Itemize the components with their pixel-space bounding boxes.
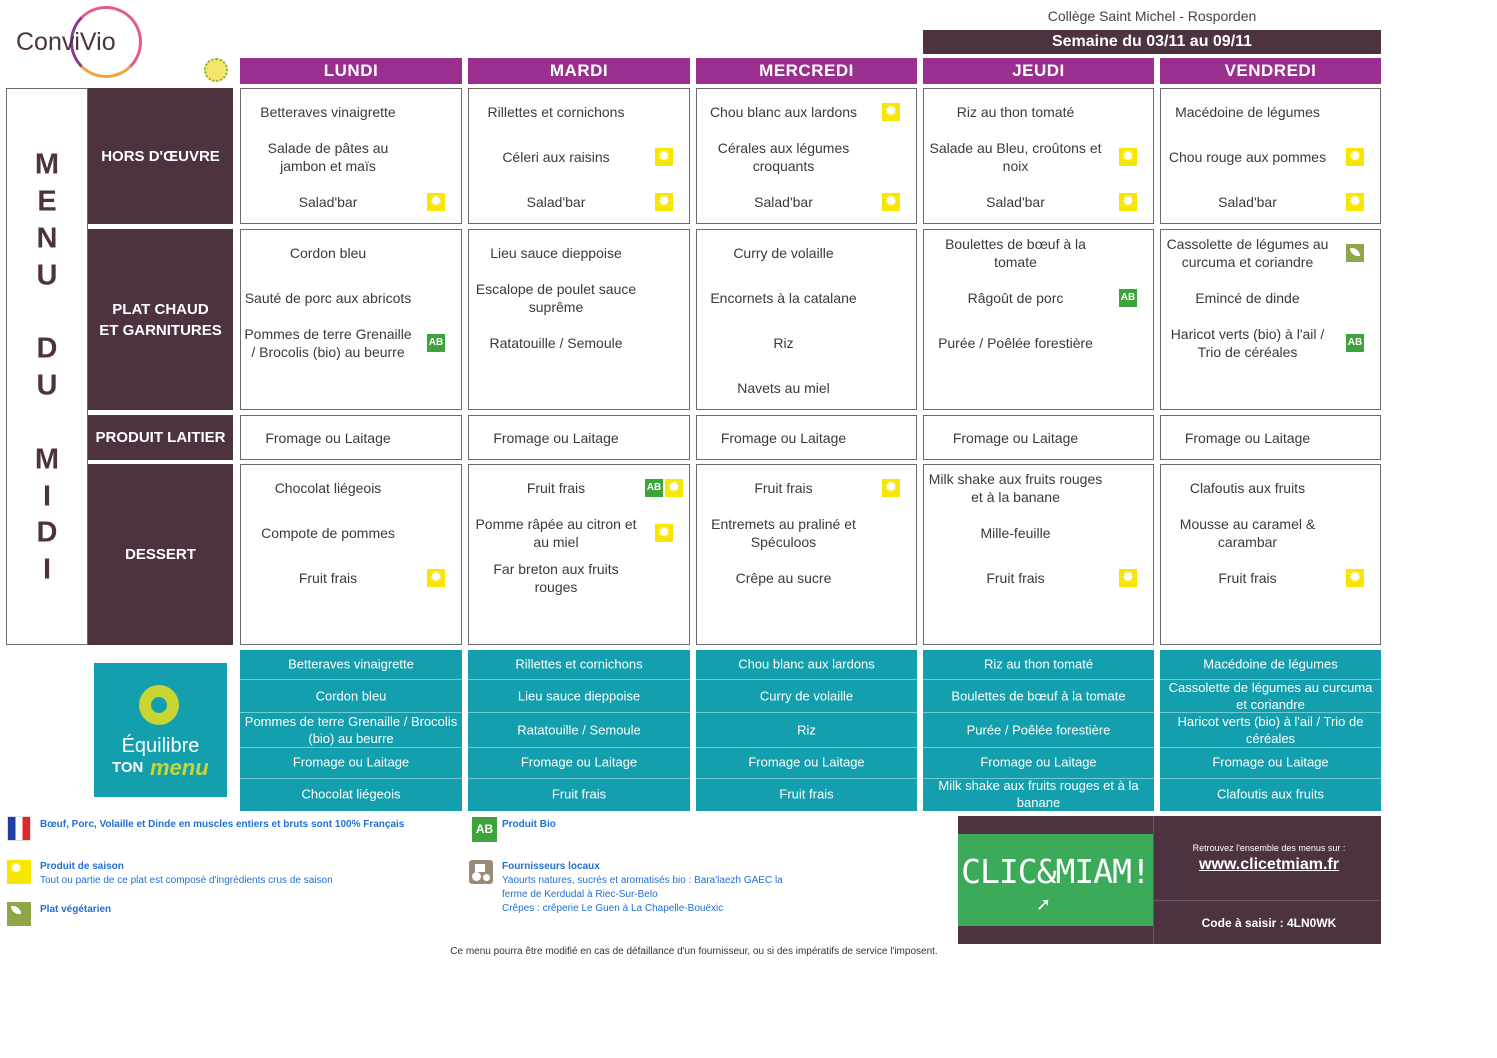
menu-cell-dessert (240, 464, 462, 645)
menu-item: Salad'bar (986, 194, 1045, 210)
equilibre-ton-menu-logo (94, 663, 227, 797)
menu-letter: M (34, 148, 60, 181)
menu-cell-laitier (468, 415, 690, 460)
menu-item: Fruit frais (1218, 570, 1277, 586)
legend-fournisseurs-line3: Crêpes : crêperie Le Guen à La Chapelle-Bouëxic (502, 903, 724, 914)
menu-cell-laitier (1160, 415, 1381, 460)
organic-ab-icon: AB (427, 334, 445, 352)
menu-item: Rillettes et cornichons (487, 104, 625, 120)
clicetmiam-hdivider (1153, 900, 1381, 901)
menu-letter: D (36, 516, 58, 549)
menu-cell-plat (240, 229, 462, 410)
equilibre-item: Clafoutis aux fruits (1217, 786, 1324, 802)
equilibre-item: Fromage ou Laitage (980, 754, 1097, 770)
menu-cell-hors (923, 88, 1154, 224)
menu-item: Emincé de dinde (1195, 290, 1300, 306)
equilibre-separator (468, 679, 690, 680)
menu-item: Fromage ou Laitage (1184, 430, 1311, 446)
menu-item: Encornets à la catalane (710, 290, 857, 306)
equilibre-column (468, 650, 690, 811)
day-header-mercredi: MERCREDI (696, 58, 917, 84)
ton-text: TON (112, 759, 144, 776)
menu-item: Purée / Poêlée forestière (938, 335, 1093, 351)
equilibre-item: Cassolette de légumes au curcuma et coriandre (1168, 680, 1373, 712)
equilibre-item: Rillettes et cornichons (515, 656, 643, 672)
menu-item: Salad'bar (298, 194, 358, 210)
clicetmiam-logo-text: CLIC&MIAM! (961, 852, 1150, 891)
equilibre-item: Purée / Poêlée forestière (966, 722, 1111, 738)
menu-item: Salad'bar (526, 194, 586, 210)
category-plat-chaud: PLAT CHAUD ET GARNITURES (88, 229, 233, 410)
cursor-icon: ➚ (1036, 894, 1052, 914)
clicetmiam-url-link[interactable]: www.clicetmiam.fr (1199, 856, 1339, 873)
organic-ab-icon: AB (472, 817, 497, 842)
equilibre-item: Riz (797, 722, 816, 738)
equilibre-text: Équilibre (121, 735, 200, 757)
season-sun-icon (665, 479, 683, 497)
clicetmiam-logo (958, 834, 1153, 926)
menu-item: Navets au miel (737, 380, 830, 396)
menu-cell-laitier (696, 415, 917, 460)
menu-item: Fromage ou Laitage (952, 430, 1079, 446)
season-sun-icon (1346, 193, 1364, 211)
equilibre-separator (468, 747, 690, 748)
menu-item: Macédoine de légumes (1175, 104, 1320, 120)
equilibre-item: Fromage ou Laitage (520, 754, 638, 770)
equilibre-item: Curry de volaille (759, 688, 854, 704)
french-flag-icon (7, 816, 31, 841)
equilibre-column (240, 650, 462, 811)
menu-item: Fruit frais (298, 570, 358, 586)
menu-item: Ratatouille / Semoule (489, 335, 623, 351)
equilibre-item: Cordon bleu (315, 688, 387, 704)
day-header-lundi: LUNDI (240, 58, 462, 84)
equilibre-separator (240, 778, 462, 779)
menu-item: Fruit frais (986, 570, 1045, 586)
menu-item: Cérales aux légumes croquants (717, 140, 850, 174)
logo-text: ConviVio (16, 28, 116, 56)
menu-item: Pommes de terre Grenaille / Brocolis (bio) au beurre (244, 326, 412, 360)
menu-letter: U (36, 259, 58, 292)
menu-item: Crêpe au sucre (735, 570, 832, 586)
legend-vegetarien: Plat végétarien (40, 904, 112, 915)
menu-item: Salade au Bleu, croûtons et noix (929, 140, 1102, 174)
menu-cell-plat (468, 229, 690, 410)
equilibre-separator (696, 778, 917, 779)
equilibre-emblem-icon (139, 685, 179, 725)
equilibre-separator (1160, 778, 1381, 779)
equilibre-separator (696, 712, 917, 713)
equilibre-column (923, 650, 1154, 811)
menu-cell-plat (696, 229, 917, 410)
menu-cell-laitier (923, 415, 1154, 460)
legend-fournisseurs-title: Fournisseurs locaux (502, 861, 600, 872)
school-name: Collège Saint Michel - Rosporden (1047, 8, 1257, 24)
menu-item: Riz au thon tomaté (956, 104, 1075, 120)
vegetarian-leaf-icon (7, 902, 31, 926)
menu-item: Fruit frais (754, 480, 813, 496)
category-hors-doeuvre: HORS D'ŒUVRE (88, 88, 233, 224)
menu-item: Entremets au praliné et Spéculoos (711, 516, 856, 550)
season-sun-icon (427, 569, 445, 587)
menu-item: Lieu sauce dieppoise (490, 245, 622, 261)
menu-item: Râgoût de porc (967, 290, 1064, 306)
menu-item: Mousse au caramel & carambar (1179, 516, 1316, 550)
category-dessert: DESSERT (88, 464, 233, 645)
equilibre-separator (1160, 747, 1381, 748)
equilibre-separator (240, 679, 462, 680)
menu-letter: I (42, 480, 52, 513)
season-sun-icon (882, 479, 900, 497)
menu-cell-hors (240, 88, 462, 224)
legend-fournisseurs-line2: ferme de Kerdudal à Riec-Sur-Belo (502, 889, 658, 900)
menu-cell-dessert (923, 464, 1154, 645)
equilibre-item: Lieu sauce dieppoise (517, 688, 641, 704)
menu-cell-dessert (1160, 464, 1381, 645)
equilibre-item: Chou blanc aux lardons (738, 656, 875, 672)
season-sun-icon (882, 103, 900, 121)
convivio-logo (12, 6, 138, 78)
menu-item: Fromage ou Laitage (265, 430, 391, 446)
equilibre-item: Macédoine de légumes (1203, 656, 1338, 672)
season-sun-icon (427, 193, 445, 211)
menu-item: Haricot verts (bio) à l'ail / Trio de céréales (1170, 326, 1325, 360)
local-supplier-tractor-icon (469, 860, 493, 884)
equilibre-item: Chocolat liégeois (301, 786, 401, 802)
equilibre-separator (923, 679, 1154, 680)
organic-ab-icon: AB (645, 479, 663, 497)
equilibre-item: Fromage ou Laitage (748, 754, 865, 770)
season-sun-icon (1119, 569, 1137, 587)
footer-note: Ce menu pourra être modifié en cas de défaillance d'un fournisseur, ou si des impératifs de service l'imposent. (450, 946, 938, 957)
clicetmiam-divider (1153, 816, 1154, 944)
menu-cell-plat (923, 229, 1154, 410)
equilibre-item: Milk shake aux fruits rouges et à la banane (938, 778, 1139, 810)
equilibre-separator (240, 747, 462, 748)
equilibre-separator (468, 712, 690, 713)
code-text: Code à saisir : 4LN0WK (1201, 916, 1337, 930)
day-header-jeudi: JEUDI (923, 58, 1154, 84)
equilibre-item: Haricot verts (bio) à l'ail / Trio de céréales (1177, 714, 1364, 746)
equilibre-item: Fruit frais (551, 786, 607, 802)
menu-letter: D (36, 332, 58, 365)
day-header-vendredi: VENDREDI (1160, 58, 1381, 84)
menu-item: Clafoutis aux fruits (1189, 480, 1306, 496)
legend-fournisseurs-line1: Yaourts natures, sucrés et aromatisés bio : Bara'laezh GAEC la (502, 875, 783, 886)
menu-item: Cassolette de légumes au curcuma et coriandre (1166, 236, 1329, 270)
menu-cell-plat (1160, 229, 1381, 410)
season-sun-icon (1119, 148, 1137, 166)
retrouvez-text: Retrouvez l'ensemble des menus sur : (1192, 843, 1346, 853)
season-sun-icon (882, 193, 900, 211)
menu-item: Sauté de porc aux abricots (244, 290, 412, 306)
organic-ab-icon: AB (1346, 334, 1364, 352)
equilibre-item: Boulettes de bœuf à la tomate (951, 688, 1126, 704)
menu-item: Céleri aux raisins (502, 149, 610, 165)
menu-item: Compote de pommes (261, 525, 395, 541)
season-sun-icon (1346, 569, 1364, 587)
legend-saison-title: Produit de saison (40, 861, 124, 872)
menu-item: Mille-feuille (980, 525, 1051, 541)
menu-cell-dessert (696, 464, 917, 645)
menu-item: Fromage ou Laitage (720, 430, 847, 446)
menu-item: Escalope de poulet sauce suprême (475, 281, 637, 315)
menu-item: Curry de volaille (733, 245, 834, 261)
equilibre-separator (696, 747, 917, 748)
menu-item: Riz (773, 335, 794, 351)
menu-item: Salad'bar (754, 194, 813, 210)
menu-item: Boulettes de bœuf à la tomate (945, 236, 1086, 270)
week-banner: Semaine du 03/11 au 09/11 (923, 30, 1381, 54)
menu-letter: M (34, 443, 60, 476)
menu-cell-hors (1160, 88, 1381, 224)
equilibre-item: Fruit frais (779, 786, 834, 802)
menu-cell-dessert (468, 464, 690, 645)
equilibre-item: Fromage ou Laitage (1212, 754, 1329, 770)
season-sun-icon (1119, 193, 1137, 211)
menu-text: menu (150, 755, 209, 780)
season-sun-icon (1346, 148, 1364, 166)
menu-cell-hors (468, 88, 690, 224)
menu-item: Cordon bleu (289, 245, 367, 261)
legend-bio: Produit Bio (502, 819, 556, 830)
legend-french-meat: Bœuf, Porc, Volaille et Dinde en muscles entiers et bruts sont 100% Français (40, 819, 405, 830)
menu-letter: U (36, 369, 58, 402)
menu-letter: I (42, 553, 52, 586)
equilibre-item: Ratatouille / Semoule (517, 722, 641, 738)
menu-item: Salad'bar (1218, 194, 1277, 210)
partner-badge-icon (204, 58, 228, 82)
menu-letter: N (36, 222, 58, 255)
menu-letter: E (37, 185, 57, 218)
equilibre-separator (923, 712, 1154, 713)
menu-item: Salade de pâtes au jambon et maïs (267, 140, 389, 174)
vegetarian-leaf-icon (1346, 244, 1364, 262)
menu-item: Fromage ou Laitage (493, 430, 619, 446)
equilibre-separator (468, 778, 690, 779)
equilibre-separator (923, 747, 1154, 748)
equilibre-item: Riz au thon tomaté (983, 656, 1094, 672)
category-produit-laitier: PRODUIT LAITIER (88, 415, 233, 460)
menu-item: Far breton aux fruits rouges (493, 561, 619, 595)
equilibre-item: Betteraves vinaigrette (288, 656, 414, 672)
equilibre-item: Fromage ou Laitage (292, 754, 410, 770)
season-sun-icon (655, 524, 673, 542)
menu-item: Chocolat liégeois (274, 480, 382, 496)
menu-item: Fruit frais (526, 480, 586, 496)
season-sun-icon (655, 148, 673, 166)
equilibre-column (696, 650, 917, 811)
menu-item: Chou rouge aux pommes (1168, 149, 1327, 165)
equilibre-column (1160, 650, 1381, 811)
menu-item: Milk shake aux fruits rouges et à la banane (928, 471, 1103, 505)
legend-saison-desc: Tout ou partie de ce plat est composé d'ingrédients crus de saison (40, 875, 333, 886)
season-sun-icon (655, 193, 673, 211)
menu-item: Pomme râpée au citron et au miel (475, 516, 637, 550)
equilibre-item: Pommes de terre Grenaille / Brocolis (bio) au beurre (244, 714, 458, 746)
day-header-mardi: MARDI (468, 58, 690, 84)
organic-ab-icon: AB (1119, 289, 1137, 307)
equilibre-separator (696, 679, 917, 680)
menu-cell-laitier (240, 415, 462, 460)
menu-cell-hors (696, 88, 917, 224)
season-sun-icon (7, 860, 31, 884)
menu-item: Betteraves vinaigrette (260, 104, 396, 120)
menu-item: Chou blanc aux lardons (709, 104, 858, 120)
